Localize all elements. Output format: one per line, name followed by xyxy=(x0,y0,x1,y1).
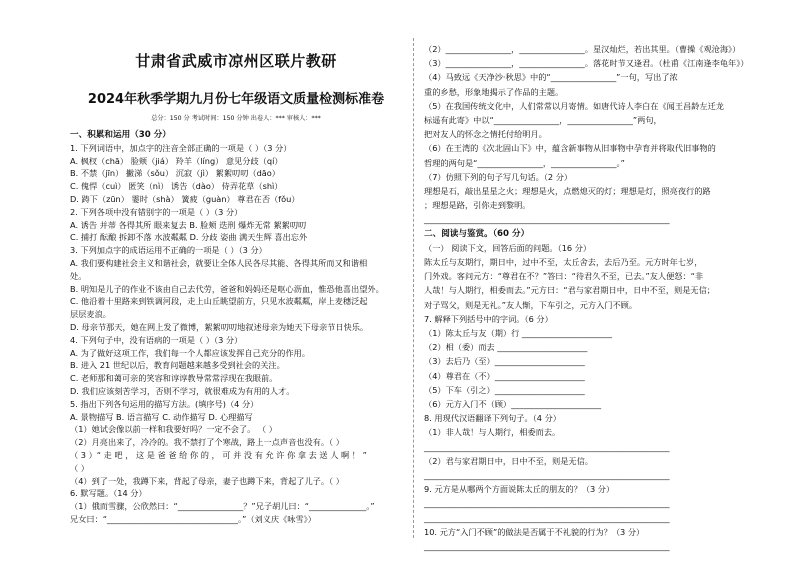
right-lines-line: ____________________________________________________________ xyxy=(424,214,670,225)
right-lines-line: 标遥有此寄》中以“________________，________________”两句， xyxy=(424,115,662,125)
left-lines-line: 一、积累和运用（30 分） xyxy=(70,130,171,140)
right-lines-line: （2）君与家君期日中，日中不至，则是无信。 xyxy=(424,455,593,466)
right-lines-line: （1）陈太丘与友（期）行 ______________________ xyxy=(424,328,612,338)
right-lines-line: ____________________________________________________________ xyxy=(424,470,670,480)
right-lines-line: ____________________________________________________________ xyxy=(424,541,670,551)
right-lines-line: 9. 元方是从哪两个方面说陈太丘的朋友的？（3 分） xyxy=(424,484,615,495)
right-lines-line: 二、阅读与鉴赏。（60 分） xyxy=(424,228,530,239)
left-lines-line: （ ） xyxy=(70,462,89,473)
right-lines-line: 陈太丘与友期行，期日中，过中不至，太丘舍去，去后乃至。元方时年七岁， xyxy=(424,257,703,267)
left-lines-line: （ 3 ）“ 走 吧 ， 这 是 爸 爸 给 你 的 ， 可 并 没 有 允 许 你 拿 去 送 人 啊 ！ ” xyxy=(70,450,367,460)
right-lines-line: （3）去后乃（至）______________________ xyxy=(424,356,585,367)
left-lines-line: B. 明知是儿子的作业不该由自己去代劳，爸爸和妈妈还是呕心沥血，惟恐他喜出望外。 xyxy=(70,283,384,294)
right-lines-line: （6）元方入门不（顾）______________________ xyxy=(424,399,602,409)
right-lines-line: （2）________________，________________。星汉灿烂，若出其里。（曹操《观沧海》） xyxy=(424,44,741,54)
left-lines-line: 6. 默写题。（14 分） xyxy=(70,488,147,499)
right-lines-line: （3）________________，________________。落花时节又逢君。（杜甫《江南逢李龟年》） xyxy=(424,58,749,69)
right-lines-line: ____________________________________________________________ xyxy=(424,512,670,523)
left-lines-line: 4. 下列句子中，没有语病的一项是（ ）（3 分） xyxy=(70,334,243,345)
right-lines-line: ____________________________________________________________ xyxy=(424,498,670,509)
left-lines-line: 1. 下列词语中，加点字的注音全部正确的一项是（ ）（3 分） xyxy=(70,142,292,153)
left-lines-line: C. 他沿着十里路来到铁调河段，走上山丘眺望前方，只见水波粼粼，岸上麦穗泛起 xyxy=(70,296,368,307)
left-lines-line: D. 踌下（zūn） 霎时（shà） 簧疲（guàn） 尊君在否（fǒu） xyxy=(70,194,300,204)
exam-subtitle: 2024年秋季学期九月份七年级语文质量检测标准卷 xyxy=(87,92,385,107)
left-lines-line: C. 老师那和蔼可亲的笑容和谆谆教导常常浮现在我眼前。 xyxy=(70,373,278,384)
left-lines-line: B. 不禁（jīn） 撇涕（sǒu） 沉寂（jì） 絮絮叨叨（dāo） xyxy=(70,168,280,179)
right-lines-line: （2）相（委）而去 ______________________ xyxy=(424,342,588,353)
column-divider xyxy=(413,38,414,538)
left-lines-line: 兄女曰：“________________________________。”（刘义庆《咏雪》） xyxy=(70,514,316,524)
right-lines-line: （6）在王湾的《次北固山下》中，蕴含新事物从旧事物中孕育并将取代旧事物的 xyxy=(424,143,716,154)
right-lines-line: ；理想是路，引你走到黎明。 xyxy=(424,200,531,211)
left-lines-line: C. 捕打 酝酿 拆卸不落 水波粼粼 D. 分歧 姿曲 满天生辉 喜出忘外 xyxy=(70,232,308,243)
right-lines-line: 7. 解释下列括号中的字词。（6 分） xyxy=(424,313,553,324)
left-lines-line: 5. 指出下列各句运用的描写方法。(填序号)（4 分） xyxy=(70,398,259,409)
left-lines-line: A. 枫杈（chā） 脸颊（jiá） 羚羊（líng） 意见分歧（qí） xyxy=(70,155,283,166)
right-lines-line: 对子骂父，则是无礼。”友人惭，下车引之，元方入门不顾。 xyxy=(424,299,638,310)
right-lines-line: （5）在我国传统文化中，人们常常以月寄情。如唐代诗人李白在《闻王昌龄左迁龙 xyxy=(424,100,724,111)
right-lines-line: 重的乡愁，形象地揭示了作品的主题。 xyxy=(424,86,564,97)
right-lines-line: 哲理的两句是“________________，________________。” xyxy=(424,157,625,168)
right-lines-line: ____________________________________________________________ xyxy=(424,441,670,452)
right-lines-line: （7）仿照下列的句子写几句话。（2 分） xyxy=(424,171,573,182)
left-lines-line: 处。 xyxy=(70,270,87,281)
left-lines-line: A. 诱告 并蒂 各得其所 眼来复去 B. 脸颊 迭刑 爆炸无常 絮絮叨叨 xyxy=(70,219,307,230)
left-lines-line: 3. 下列加点字的成语运用不正确的一项是（ ）（3 分） xyxy=(70,245,267,256)
right-lines-line: 理想是石，敲出星星之火；理想是火，点燃熄灭的灯；理想是灯，照亮夜行的路 xyxy=(424,186,711,196)
left-lines-line: D. 我们应该刻苦学习，否则不学习，就很难成为有用的人才。 xyxy=(70,386,295,396)
right-lines-line: （4）马致远《天净沙·秋思》中的“________________”一句，写出了浓 xyxy=(424,72,678,83)
left-lines-line: B. 进入 21 世纪以后，教育问题越来越多受到社会的关注。 xyxy=(70,360,285,371)
right-lines-line: （5）下车（引之）______________________ xyxy=(424,384,585,395)
right-lines-line: 把对友人的怀念之情托付给明月。 xyxy=(424,129,547,140)
left-lines-line: （1）俄而雪骤，公欣然曰：“________________？”兄子胡儿曰：“______________。” xyxy=(70,501,375,512)
left-lines-line: D. 母亲节那天，她在网上发了微博，絮絮叨叨地叙述母亲为她天下母亲节日快乐。 xyxy=(70,322,369,332)
left-lines-line: 2. 下列各项中没有错别字的一项是（ ）（3 分） xyxy=(70,206,243,217)
left-lines-line: A. 为了做好这项工作，我们每一个人都应该发挥自己充分的作用。 xyxy=(70,347,310,358)
right-lines-line: 人哉！与人期行，相委而去。”元方曰：“君与家君期日中，日中不至，则是无信； xyxy=(424,285,715,296)
right-lines-line: （一） 阅读下文，回答后面的问题。（16 分） xyxy=(424,242,592,253)
right-lines-line: 8. 用现代汉语翻译下列句子。（4 分） xyxy=(424,413,561,424)
left-lines-line: （1）她试会像以前一样和我要好吗？一定不会了。 （ ） xyxy=(70,424,277,435)
left-lines-line: C. 傀悍（cuì） 匿笑（nì） 诱告（dào） 侍弄花草（shì） xyxy=(70,181,283,192)
right-lines-line: （4）尊君在（不）______________________ xyxy=(424,370,585,381)
left-lines-line: 层层麦浪。 xyxy=(70,309,111,320)
right-lines-line: （1）非人哉！与人期行，相委而去。 xyxy=(424,427,561,438)
right-lines-line: 门外戏。客问元方：“尊君在不？”答曰：“待君久不至，已去。”友人便怒：“非 xyxy=(424,271,704,282)
right-lines-line: 10. 元方“入门不顾”的做法是否属于不礼貌的行为？（3 分） xyxy=(424,526,645,537)
left-lines-line: （4）到了一处，我蹲下来，背起了母亲，妻子也蹲下来，背起了儿子。（ ） xyxy=(70,475,344,486)
left-lines-line: A. 我们要构建社会主义和谐社会，就要让全体人民各尽其能、各得其所而又和谐相 xyxy=(70,258,368,268)
exam-meta: 总分：150 分 考试时间：150 分钟 出卷人：*** 审核人：*** xyxy=(151,115,321,122)
left-lines-line: A. 景物描写 B. 语言描写 C. 动作描写 D. 心理描写 xyxy=(70,411,253,422)
left-lines-line: （2）月亮出来了，冷冷的。我不禁打了个寒战，路上一点声音也没有。（ ） xyxy=(70,437,344,448)
page-title: 甘肃省武威市凉州区联片教研 xyxy=(135,52,337,70)
